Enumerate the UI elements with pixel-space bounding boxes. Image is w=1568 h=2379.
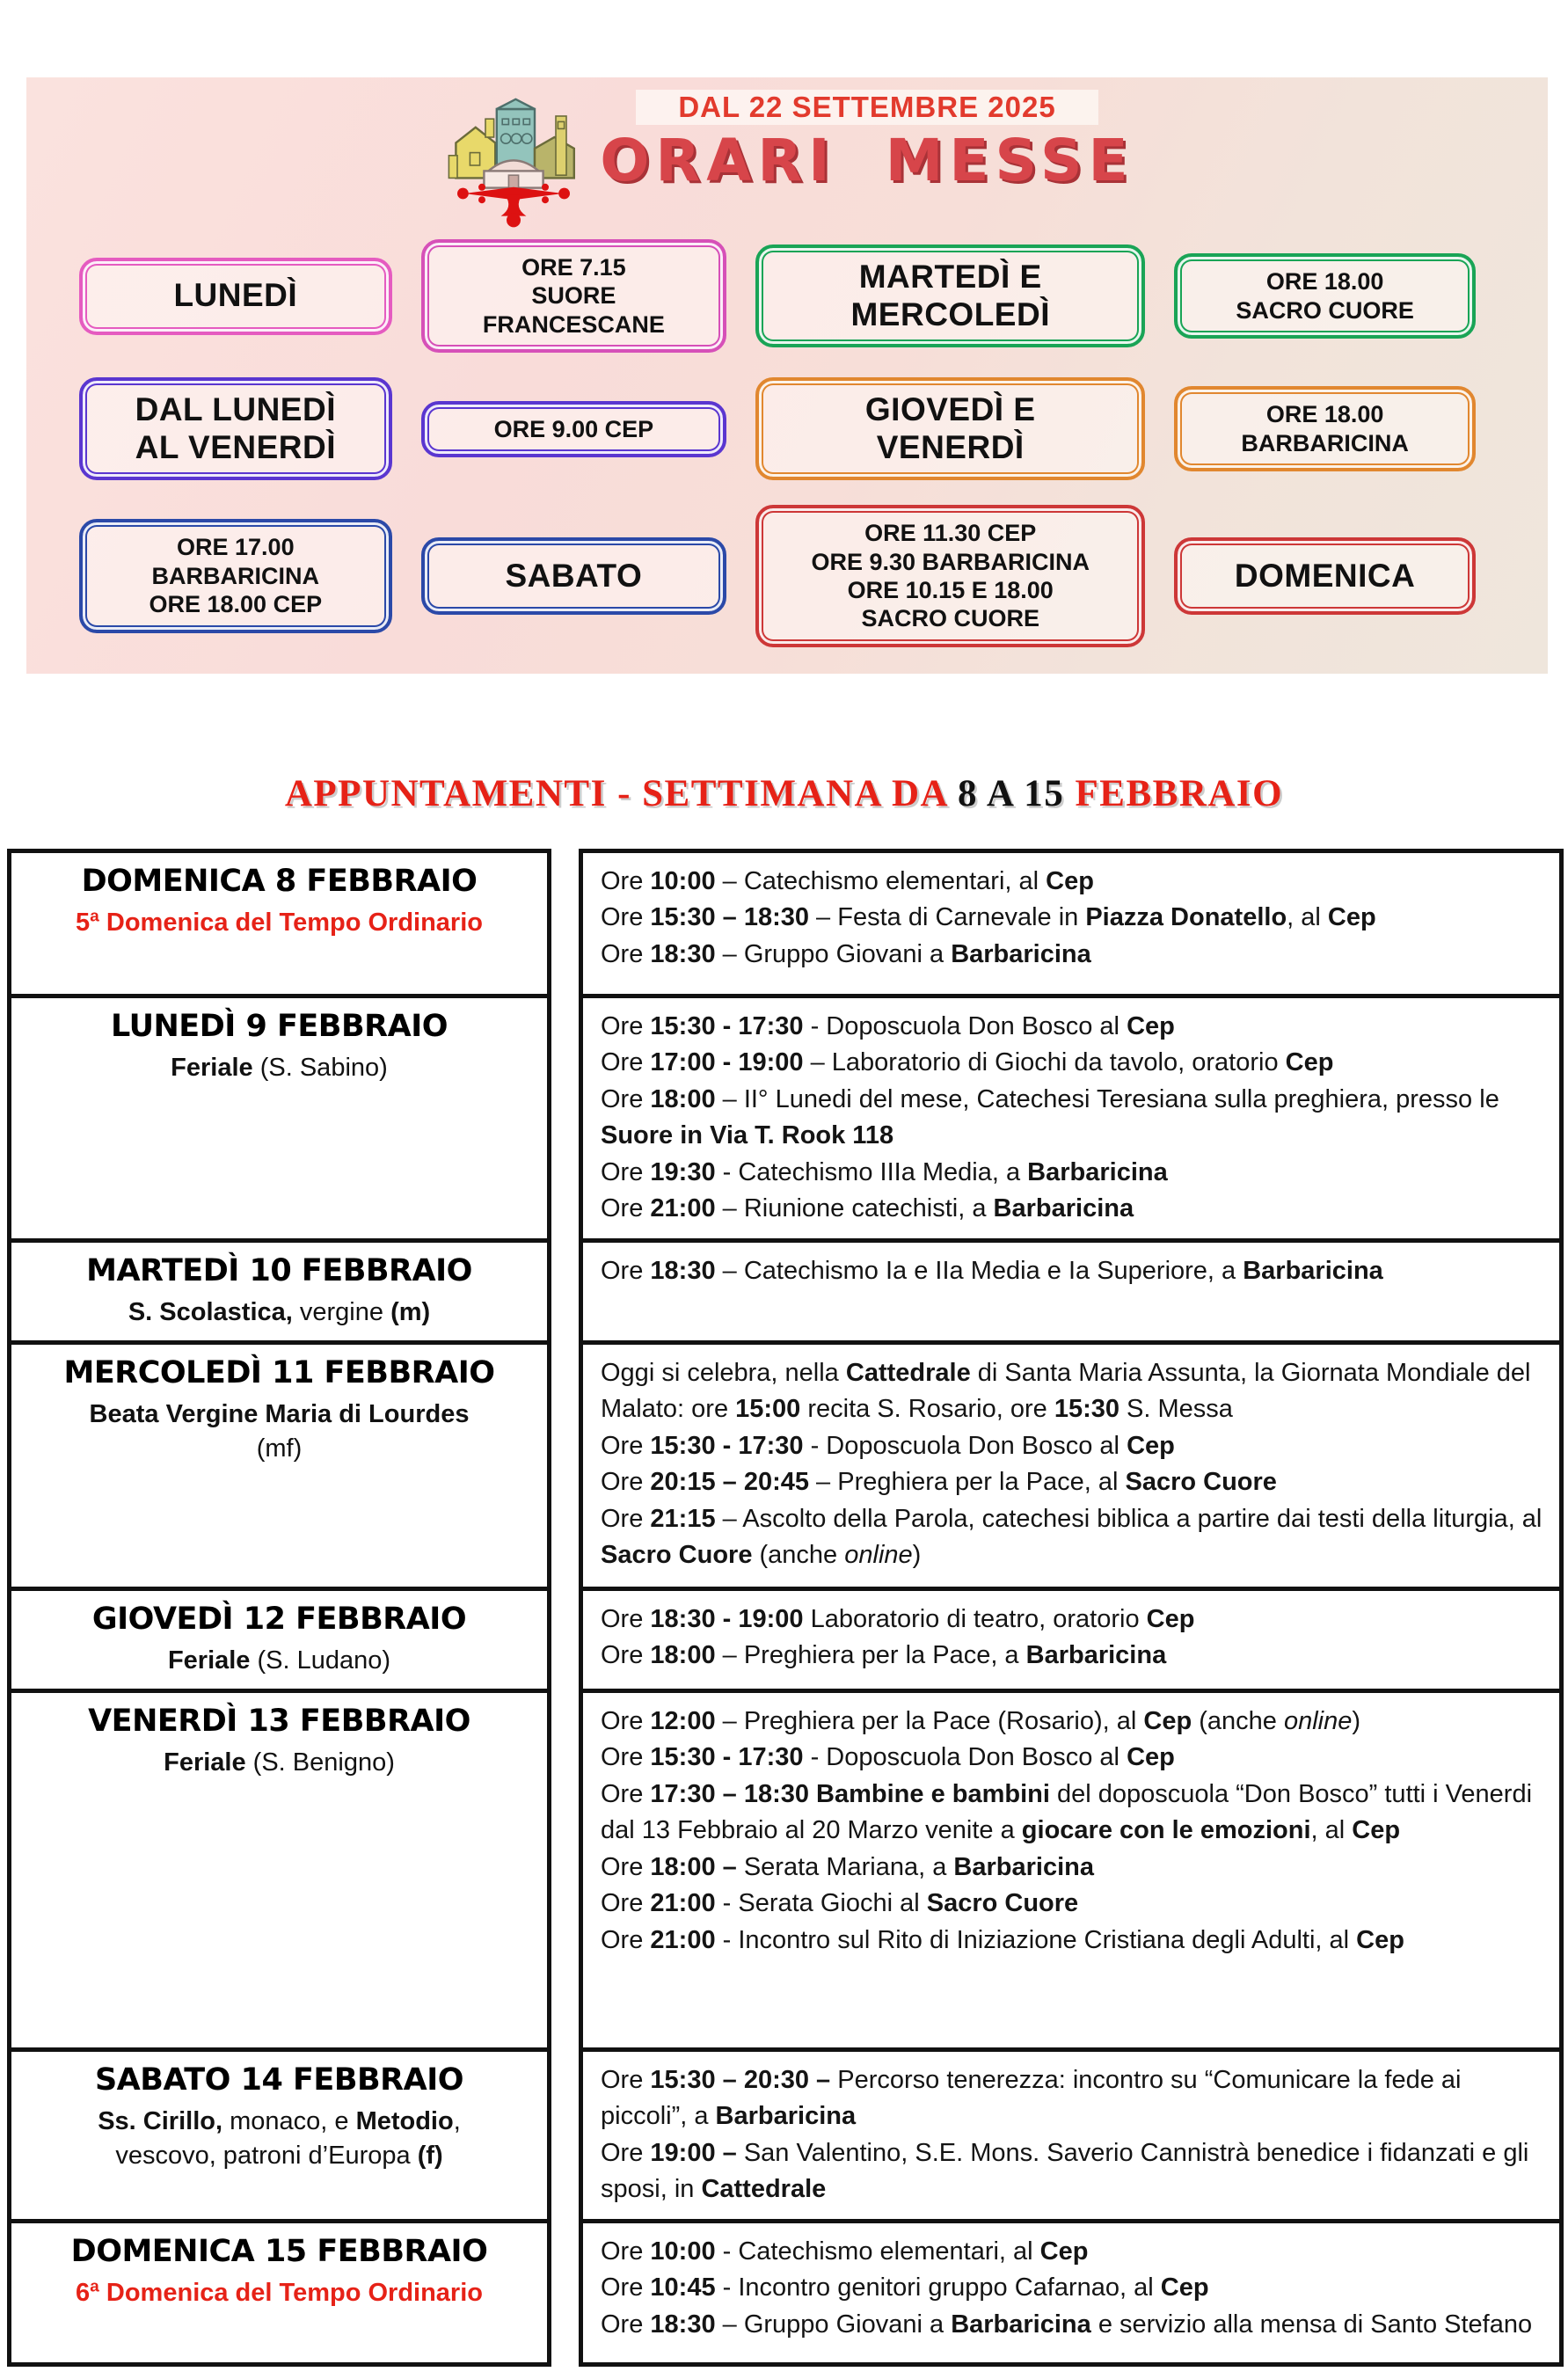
event-line bbox=[601, 1191, 1543, 1227]
text-segment: Cep bbox=[1327, 903, 1376, 932]
date-subtitle bbox=[20, 1295, 538, 1330]
text-segment: Ore bbox=[601, 903, 651, 932]
text-segment: - Serata Giochi al bbox=[715, 1889, 927, 1918]
text-segment: Cep bbox=[1356, 1925, 1404, 1954]
date-title: LUNEDÌ 9 FEBBRAIO bbox=[111, 1008, 448, 1044]
text-segment: Cep bbox=[1127, 1011, 1175, 1040]
text-segment: - Doposcuola Don Bosco al bbox=[803, 1431, 1127, 1460]
text-segment: Barbaricina bbox=[951, 939, 1091, 968]
date-subtitle bbox=[20, 2276, 538, 2310]
text-segment: Ore bbox=[601, 2237, 651, 2266]
effective-date-banner: DAL 22 SETTEMBRE 2025 bbox=[636, 90, 1098, 125]
mass-box-ore-1800-sacro-cuore bbox=[1174, 253, 1475, 339]
text-segment: Cep bbox=[1146, 1604, 1195, 1633]
date-subtitle bbox=[20, 2139, 538, 2173]
event-line bbox=[601, 1704, 1543, 1740]
text-segment: Ore bbox=[601, 1468, 651, 1497]
text-segment: – Ascolto della Parola, catechesi biblica a partire dai testi della liturgia, al bbox=[715, 1504, 1542, 1533]
mass-box-line: ORE 18.00 CEP bbox=[149, 591, 323, 618]
mass-box-line: BARBARICINA bbox=[151, 562, 320, 589]
text-segment: Oggi si celebra, nella bbox=[601, 1358, 846, 1387]
text-segment: Cep bbox=[1046, 866, 1094, 895]
mass-box-line: SABATO bbox=[505, 557, 643, 594]
date-subtitle bbox=[20, 1432, 538, 1466]
text-segment: 15:30 – 18:30 bbox=[650, 903, 809, 932]
mass-box-line: ORE 18.00 bbox=[1265, 268, 1384, 296]
mass-box-line: MARTEDÌ E bbox=[858, 259, 1042, 296]
text-segment: (S. Ludano) bbox=[250, 1646, 391, 1675]
table-row bbox=[7, 1238, 1564, 1340]
mass-times-title: ORARI MESSE bbox=[600, 127, 1134, 194]
appointments-title-part2: 8 A 15 bbox=[957, 772, 1065, 814]
text-segment: Ore bbox=[601, 1256, 651, 1285]
table-row bbox=[7, 994, 1564, 1238]
text-segment: (S. Sabino) bbox=[252, 1053, 388, 1082]
text-segment: Ore bbox=[601, 1779, 651, 1808]
text-segment: Ore bbox=[601, 1604, 651, 1633]
text-segment: (S. Benigno) bbox=[245, 1748, 395, 1777]
text-segment: Suore in Via T. Rook 118 bbox=[601, 1121, 894, 1150]
date-subtitle bbox=[20, 1746, 538, 1780]
text-segment: Ore bbox=[601, 2138, 651, 2167]
text-segment: Ore bbox=[601, 1889, 651, 1918]
text-segment: Ore bbox=[601, 1852, 651, 1881]
mass-box-line: VENERDÌ bbox=[876, 428, 1025, 465]
text-segment: Barbaricina bbox=[951, 2310, 1091, 2339]
text-segment: Feriale bbox=[164, 1748, 246, 1777]
event-line bbox=[601, 864, 1543, 900]
text-segment: Sacro Cuore bbox=[1125, 1468, 1277, 1497]
date-cell bbox=[7, 2047, 551, 2219]
mass-box-lunedi bbox=[79, 258, 392, 335]
banner-titles bbox=[600, 84, 1134, 194]
text-segment: Ss. Cirillo, bbox=[98, 2106, 223, 2135]
text-segment: , al bbox=[1287, 903, 1328, 932]
date-title: MARTEDÌ 10 FEBBRAIO bbox=[86, 1252, 472, 1288]
events-cell bbox=[579, 2219, 1564, 2367]
text-segment: - Incontro genitori gruppo Cafarnao, al bbox=[715, 2273, 1161, 2302]
text-segment: 10:00 bbox=[650, 866, 716, 895]
mass-box-line: BARBARICINA bbox=[1241, 429, 1409, 456]
text-segment: Cattedrale bbox=[845, 1358, 971, 1387]
table-row bbox=[7, 849, 1564, 994]
date-title: SABATO 14 FEBBRAIO bbox=[94, 2062, 464, 2098]
event-line bbox=[601, 1045, 1543, 1081]
text-segment: Ore bbox=[601, 1194, 651, 1223]
weekly-schedule-table bbox=[7, 849, 1564, 2367]
text-segment: Barbaricina bbox=[993, 1194, 1134, 1223]
text-segment: ) bbox=[912, 1541, 922, 1570]
text-segment: 15:30 - 17:30 bbox=[650, 1431, 804, 1460]
mass-box-line: AL VENERDÌ bbox=[135, 428, 337, 465]
text-segment: S. Scolastica, bbox=[128, 1297, 293, 1326]
text-segment: Cep bbox=[1160, 2273, 1209, 2302]
text-segment: 15:30 - 17:30 bbox=[650, 1011, 804, 1040]
text-segment: 12:00 bbox=[650, 1706, 716, 1735]
text-segment: Sacro Cuore bbox=[601, 1541, 753, 1570]
text-segment: Cep bbox=[1143, 1706, 1192, 1735]
mass-box-line: ORE 9.30 BARBARICINA bbox=[811, 548, 1090, 575]
text-segment: Beata Vergine Maria di Lourdes bbox=[89, 1399, 470, 1428]
date-subtitle bbox=[20, 1051, 538, 1085]
text-segment: 15:00 bbox=[735, 1395, 801, 1424]
text-segment: monaco, e bbox=[222, 2106, 356, 2135]
mass-box-line: LUNEDÌ bbox=[173, 277, 298, 314]
event-line bbox=[601, 2062, 1543, 2135]
mass-box-line: SACRO CUORE bbox=[861, 605, 1039, 632]
text-segment: 10:00 bbox=[650, 2237, 716, 2266]
mass-box-line: ORE 18.00 bbox=[1265, 401, 1384, 428]
text-segment: Cep bbox=[1127, 1743, 1175, 1772]
text-segment: – Catechismo Ia e IIa Media e Ia Superiore, a bbox=[715, 1256, 1243, 1285]
text-segment: 15:30 bbox=[1054, 1395, 1119, 1424]
text-segment: del doposcuola “Don Bosco” tutti i Venerdi dal 13 Febbraio al 20 Marzo venite a bbox=[601, 1779, 1533, 1845]
events-cell bbox=[579, 1340, 1564, 1587]
event-line bbox=[601, 1155, 1543, 1191]
bulletin-page bbox=[0, 77, 1568, 2367]
date-cell bbox=[7, 1238, 551, 1340]
text-segment: 10:45 bbox=[650, 2273, 716, 2302]
text-segment: 18:30 - 19:00 bbox=[650, 1604, 804, 1633]
event-line bbox=[601, 1428, 1543, 1464]
text-segment: Ore bbox=[601, 2273, 651, 2302]
text-segment: – Gruppo Giovani a bbox=[715, 2310, 952, 2339]
text-segment: 5ª Domenica del Tempo Ordinario bbox=[75, 908, 483, 937]
text-segment: – Preghiera per la Pace (Rosario), al bbox=[715, 1706, 1144, 1735]
text-segment: , al bbox=[1310, 1816, 1353, 1845]
date-title: DOMENICA 15 FEBBRAIO bbox=[70, 2233, 488, 2269]
text-segment: 20:15 – 20:45 bbox=[650, 1468, 809, 1497]
mass-box-domenica-times bbox=[755, 505, 1145, 647]
text-segment: Ore bbox=[601, 1084, 651, 1113]
text-segment: Percorso tenerezza: incontro su “Comunicare la fede ai piccoli”, a bbox=[601, 2065, 1462, 2131]
text-segment: 17:30 – 18:30 Bambine e bambini bbox=[650, 1779, 1050, 1808]
mass-box-line: DOMENICA bbox=[1234, 557, 1416, 594]
mass-box-line: ORE 17.00 bbox=[177, 534, 295, 561]
event-line bbox=[601, 2270, 1543, 2306]
event-line bbox=[601, 1886, 1543, 1922]
table-row bbox=[7, 1689, 1564, 2047]
event-line bbox=[601, 1602, 1543, 1638]
text-segment: S. Messa bbox=[1119, 1395, 1233, 1424]
text-segment: – Catechismo elementari, al bbox=[715, 866, 1047, 895]
text-segment: giocare con le emozioni bbox=[1021, 1816, 1311, 1845]
date-title: GIOVEDÌ 12 FEBBRAIO bbox=[91, 1601, 467, 1637]
text-segment: - Catechismo IIIa Media, a bbox=[715, 1157, 1028, 1186]
mass-box-ore-900-cep bbox=[421, 401, 726, 457]
mass-box-sabato-times bbox=[79, 519, 392, 632]
date-cell bbox=[7, 1340, 551, 1587]
date-subtitle bbox=[20, 1644, 538, 1678]
text-segment: Ore bbox=[601, 1157, 651, 1186]
text-segment: Piazza Donatello bbox=[1085, 903, 1287, 932]
events-cell bbox=[579, 1238, 1564, 1340]
text-segment: Ore bbox=[601, 1706, 651, 1735]
text-segment: Ore bbox=[601, 1641, 651, 1670]
event-line bbox=[601, 1740, 1543, 1776]
text-segment: 19:00 – bbox=[650, 2138, 737, 2167]
text-segment: – Preghiera per la Pace, al bbox=[809, 1468, 1126, 1497]
mass-box-line: SUORE bbox=[531, 282, 616, 310]
text-segment: 21:15 bbox=[650, 1504, 716, 1533]
event-line bbox=[601, 1009, 1543, 1045]
mass-box-line: ORE 9.00 CEP bbox=[493, 415, 654, 442]
text-segment: Laboratorio di teatro, oratorio bbox=[803, 1604, 1147, 1633]
mass-schedule-banner bbox=[26, 77, 1548, 674]
table-row bbox=[7, 2219, 1564, 2367]
text-segment: Ore bbox=[601, 1504, 651, 1533]
text-segment: – Riunione catechisti, a bbox=[715, 1194, 994, 1223]
text-segment: Feriale bbox=[167, 1646, 251, 1675]
text-segment: Ore bbox=[601, 866, 651, 895]
date-cell bbox=[7, 994, 551, 1238]
text-segment: 19:30 bbox=[650, 1157, 716, 1186]
event-line bbox=[601, 900, 1543, 936]
text-segment: – Laboratorio di Giochi da tavolo, oratorio bbox=[803, 1048, 1286, 1077]
event-line bbox=[601, 2135, 1543, 2208]
mass-box-sabato bbox=[421, 537, 726, 615]
appointments-title bbox=[0, 772, 1568, 815]
mass-box-dal-lunedi-al-venerdi bbox=[79, 377, 392, 480]
text-segment: online bbox=[844, 1541, 913, 1570]
text-segment: Cep bbox=[1039, 2237, 1089, 2266]
text-segment: Cep bbox=[1285, 1048, 1334, 1077]
text-segment: 18:30 bbox=[650, 2310, 716, 2339]
text-segment: - Catechismo elementari, al bbox=[715, 2237, 1040, 2266]
text-segment: vescovo, patroni d’Europa bbox=[115, 2142, 418, 2171]
mass-box-domenica bbox=[1174, 537, 1475, 615]
text-segment: Serata Mariana, a bbox=[736, 1852, 954, 1881]
text-segment: 18:00 bbox=[650, 1084, 716, 1113]
event-line bbox=[601, 1082, 1543, 1155]
text-segment: – Preghiera per la Pace, a bbox=[715, 1641, 1026, 1670]
text-segment: 18:00 bbox=[650, 1641, 716, 1670]
appointments-title-part1: APPUNTAMENTI - SETTIMANA DA bbox=[284, 772, 958, 814]
events-cell bbox=[579, 2047, 1564, 2219]
text-segment: 17:00 - 19:00 bbox=[650, 1048, 804, 1077]
event-line bbox=[601, 937, 1543, 973]
mass-box-line: ORE 7.15 bbox=[521, 254, 626, 281]
mass-box-martedi-e-mercoledi bbox=[755, 244, 1145, 347]
text-segment: e servizio alla mensa di Santo Stefano bbox=[1090, 2310, 1533, 2339]
text-segment: – II° Lunedi del mese, Catechesi Teresiana sulla preghiera, presso le bbox=[715, 1084, 1499, 1113]
table-row bbox=[7, 1340, 1564, 1587]
mass-box-ore-715-suore-francescane bbox=[421, 239, 726, 353]
text-segment: – Festa di Carnevale in bbox=[809, 903, 1086, 932]
mass-box-giovedi-e-venerdi bbox=[755, 377, 1145, 480]
text-segment: 18:00 – bbox=[650, 1852, 737, 1881]
events-cell bbox=[579, 994, 1564, 1238]
text-segment: (f) bbox=[417, 2142, 443, 2171]
text-segment: di Santa Maria Assunta, la Giornata Mondiale del Malato: ore bbox=[601, 1358, 1531, 1424]
event-line bbox=[601, 1777, 1543, 1850]
mass-box-line: FRANCESCANE bbox=[482, 310, 665, 338]
text-segment: 15:30 - 17:30 bbox=[650, 1743, 804, 1772]
date-title: DOMENICA 8 FEBBRAIO bbox=[81, 863, 478, 899]
text-segment: Ore bbox=[601, 1048, 651, 1077]
text-segment: , bbox=[453, 2106, 461, 2135]
event-line bbox=[601, 1464, 1543, 1500]
text-segment: (anche bbox=[752, 1541, 845, 1570]
date-title: MERCOLEDÌ 11 FEBBRAIO bbox=[63, 1354, 495, 1390]
text-segment: Feriale bbox=[171, 1053, 253, 1082]
mass-box-line: SACRO CUORE bbox=[1236, 296, 1414, 324]
text-segment: Barbaricina bbox=[1243, 1256, 1383, 1285]
date-cell bbox=[7, 849, 551, 994]
date-cell bbox=[7, 1689, 551, 2047]
event-line bbox=[601, 1501, 1543, 1574]
banner-top bbox=[26, 81, 1548, 229]
text-segment: 18:30 bbox=[650, 1256, 716, 1285]
date-subtitle bbox=[20, 906, 538, 940]
mass-box-line: ORE 10.15 E 18.00 bbox=[847, 577, 1054, 604]
text-segment: (anche bbox=[1192, 1706, 1284, 1735]
events-cell bbox=[579, 1689, 1564, 2047]
date-cell bbox=[7, 2219, 551, 2367]
text-segment: San Valentino, S.E. Mons. Saverio Cannistrà benedice i fidanzati e gli sposi, in bbox=[601, 2138, 1529, 2204]
text-segment: Cep bbox=[1352, 1816, 1401, 1845]
event-line bbox=[601, 1638, 1543, 1674]
text-segment: Barbaricina bbox=[715, 2102, 857, 2131]
text-segment: recita S. Rosario, ore bbox=[800, 1395, 1054, 1424]
text-segment: – Gruppo Giovani a bbox=[715, 939, 952, 968]
text-segment: Ore bbox=[601, 2310, 651, 2339]
mass-times-grid bbox=[26, 229, 1548, 651]
mass-box-line: ORE 11.30 CEP bbox=[864, 520, 1037, 547]
text-segment: 18:30 bbox=[650, 939, 716, 968]
text-segment: Sacro Cuore bbox=[926, 1889, 1079, 1918]
text-segment: vergine bbox=[292, 1297, 391, 1326]
date-cell bbox=[7, 1587, 551, 1689]
text-segment: Cattedrale bbox=[701, 2175, 827, 2204]
text-segment: (mf) bbox=[256, 1434, 303, 1463]
date-title: VENERDÌ 13 FEBBRAIO bbox=[88, 1703, 470, 1739]
table-row bbox=[7, 2047, 1564, 2219]
text-segment: online bbox=[1283, 1706, 1353, 1735]
event-line bbox=[601, 2307, 1543, 2343]
church-logo bbox=[440, 88, 587, 229]
text-segment: Metodio bbox=[355, 2106, 454, 2135]
text-segment: (m) bbox=[390, 1297, 431, 1326]
mass-box-line: DAL LUNEDÌ bbox=[135, 391, 336, 428]
text-segment: Ore bbox=[601, 1743, 651, 1772]
text-segment: Ore bbox=[601, 1431, 651, 1460]
text-segment: 21:00 bbox=[650, 1889, 716, 1918]
event-line bbox=[601, 1850, 1543, 1886]
table-row bbox=[7, 1587, 1564, 1689]
text-segment: Ore bbox=[601, 2065, 651, 2094]
text-segment: 6ª Domenica del Tempo Ordinario bbox=[75, 2278, 483, 2307]
text-segment: 21:00 bbox=[650, 1194, 716, 1223]
events-cell bbox=[579, 1587, 1564, 1689]
text-segment: ) bbox=[1352, 1706, 1361, 1735]
text-segment: Ore bbox=[601, 1011, 651, 1040]
text-segment: 21:00 bbox=[650, 1925, 716, 1954]
event-line bbox=[601, 1253, 1543, 1289]
mass-box-line: GIOVEDÌ E bbox=[864, 391, 1036, 428]
text-segment: Barbaricina bbox=[953, 1852, 1094, 1881]
text-segment: - Doposcuola Don Bosco al bbox=[803, 1011, 1127, 1040]
events-cell bbox=[579, 849, 1564, 994]
text-segment: Barbaricina bbox=[1025, 1641, 1167, 1670]
event-line bbox=[601, 1355, 1543, 1428]
appointments-title-part3: FEBBRAIO bbox=[1064, 772, 1284, 814]
mass-box-ore-1800-barbaricina bbox=[1174, 386, 1475, 471]
text-segment: - Doposcuola Don Bosco al bbox=[803, 1743, 1127, 1772]
date-subtitle bbox=[20, 1397, 538, 1432]
text-segment: Ore bbox=[601, 1925, 651, 1954]
text-segment: 15:30 – 20:30 – bbox=[650, 2065, 831, 2094]
text-segment: Cep bbox=[1127, 1431, 1175, 1460]
text-segment: - Incontro sul Rito di Iniziazione Cristiana degli Adulti, al bbox=[715, 1925, 1357, 1954]
event-line bbox=[601, 2234, 1543, 2270]
event-line bbox=[601, 1923, 1543, 1959]
date-subtitle bbox=[20, 2105, 538, 2139]
text-segment: Ore bbox=[601, 939, 651, 968]
text-segment: Barbaricina bbox=[1027, 1157, 1168, 1186]
mass-box-line: MERCOLEDÌ bbox=[850, 296, 1050, 332]
